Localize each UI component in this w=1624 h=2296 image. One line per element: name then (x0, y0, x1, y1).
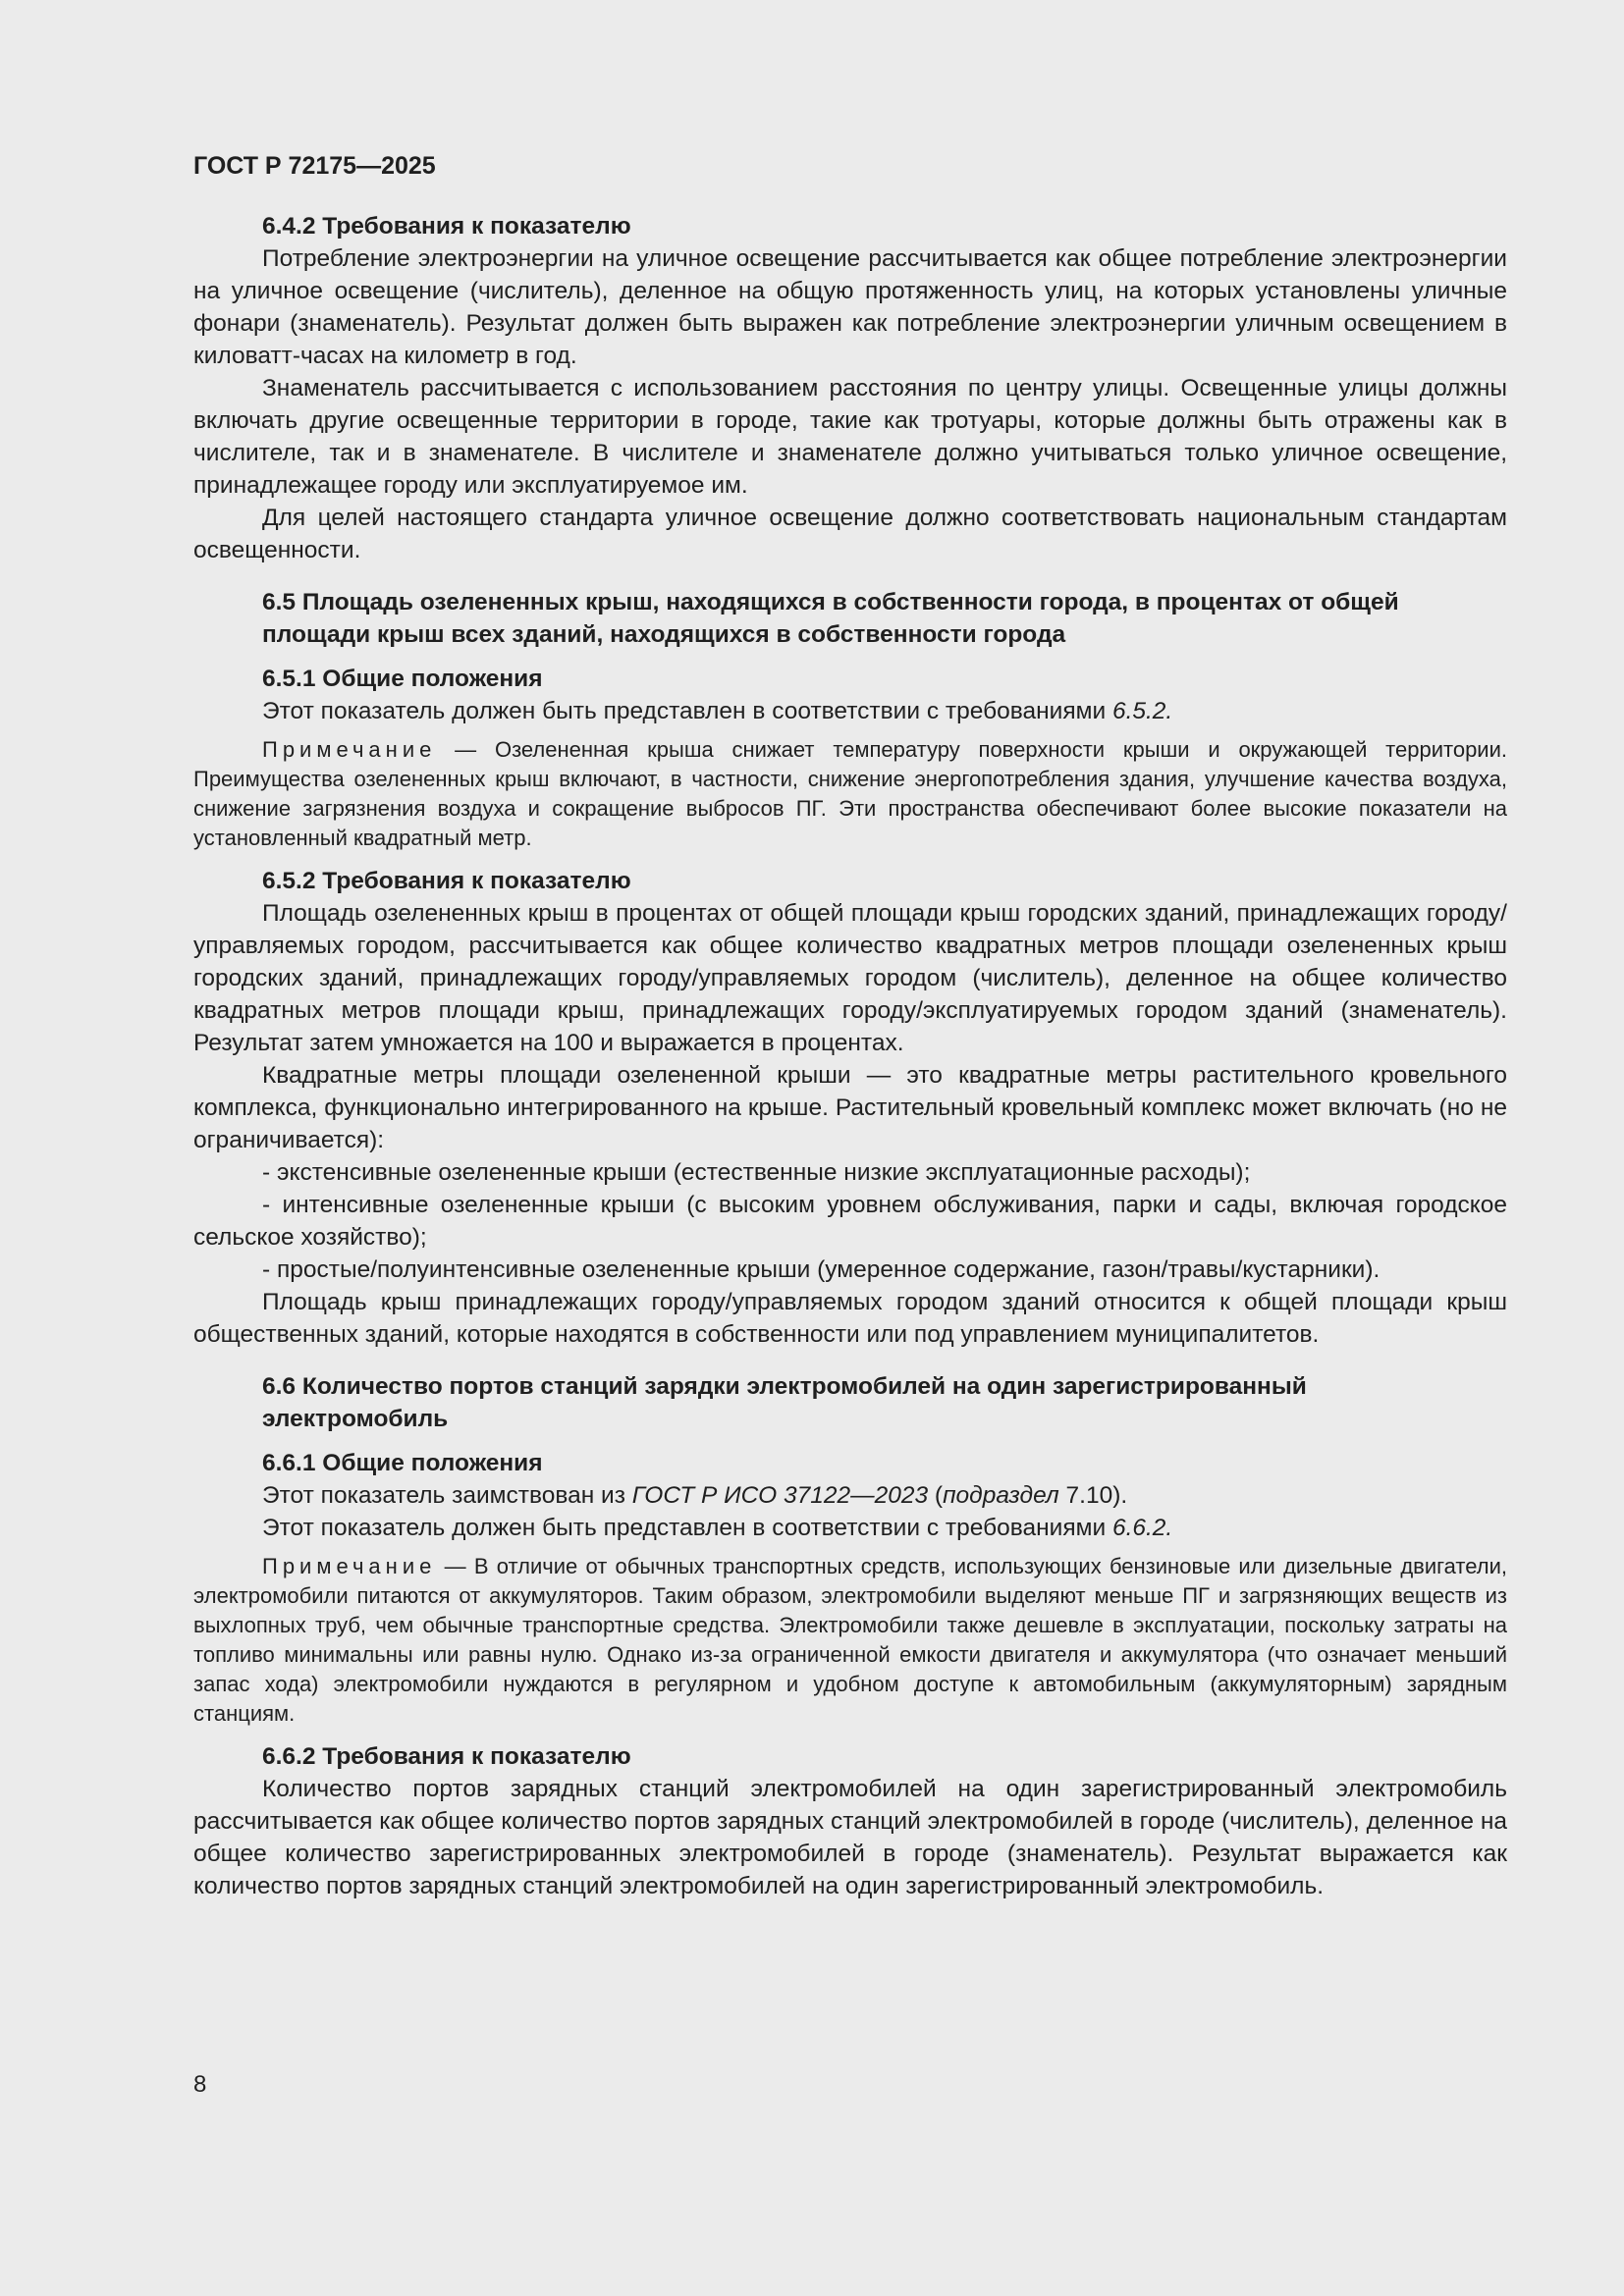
list-item: - интенсивные озелененные крыши (с высоким уровнем обслуживания, парки и сады, включая городское сельское хозяйство); (193, 1192, 1507, 1251)
paragraph: Знаменатель рассчитывается с использованием расстояния по центру улицы. Освещенные улицы должны включать другие освещенные территории в городе, такие как тротуары, которые должны быть отражены как в числителе, так и в знаменателе. В числителе и знаменателе должно учитываться только уличное освещение, принадлежащее городу или эксплуатируемое им. (193, 375, 1507, 499)
section-6-4-2-title: 6.4.2 Требования к показателю (262, 213, 631, 240)
note: Примечание — Озелененная крыша снижает температуру поверхности крыши и окружающей территории. Преимущества озелененных крыш включают, в частности, снижение энергопотребления здания, улучшение качества воздуха, снижение загрязнения воздуха и сокращение выбросов ПГ. Эти пространства обеспечивают более высокие показатели на установленный квадратный метр. (193, 737, 1507, 850)
section-6-6-1-title: 6.6.1 Общие положения (262, 1450, 543, 1476)
paragraph: Количество портов зарядных станций электромобилей на один зарегистрированный электромобиль рассчитывается как общее количество портов зарядных станций электромобилей в городе (числитель), деленное на общее количество зарегистрированных электромобилей в городе (знаменатель). Результат выражается как количество портов зарядных станций электромобилей на один зарегистрированный электромобиль. (193, 1776, 1507, 1899)
standard-reference: ГОСТ Р ИСО 37122—2023 (631, 1482, 929, 1509)
list-item: - экстенсивные озелененные крыши (естественные низкие эксплуатационные расходы); (262, 1159, 1251, 1186)
section-6-6-title: 6.6 Количество портов станций зарядки электромобилей на один зарегистрированный электромобиль (262, 1373, 1307, 1432)
document-page (193, 147, 1507, 1902)
note-label: Примечание (262, 1554, 437, 1578)
paragraph: Квадратные метры площади озелененной крыши — это квадратные метры растительного кровельного комплекса, функционально интегрированного на крыше. Растительный кровельный комплекс может включать (но не ограничивается): (193, 1062, 1507, 1153)
paragraph: Этот показатель должен быть представлен в соответствии с требованиями 6.6.2. (262, 1515, 1173, 1541)
paragraph: Площадь крыш принадлежащих городу/управляемых городом зданий относится к общей площади крыш общественных зданий, которые находятся в собственности или под управлением муниципалитетов. (193, 1289, 1507, 1348)
cross-reference: 6.5.2. (1111, 698, 1173, 724)
paragraph: Этот показатель заимствован из ГОСТ Р ИСО 37122—2023 (подраздел 7.10). (262, 1482, 1128, 1509)
section-6-6-2-title: 6.6.2 Требования к показателю (262, 1743, 631, 1770)
paragraph: Для целей настоящего стандарта уличное освещение должно соответствовать национальным стандартам освещенности. (193, 505, 1507, 563)
paragraph: Этот показатель должен быть представлен в соответствии с требованиями 6.5.2. (262, 698, 1173, 724)
note-label: Примечание (262, 737, 437, 762)
cross-reference: 6.6.2. (1111, 1515, 1173, 1541)
section-6-5-title: 6.5 Площадь озелененных крыш, находящихся в собственности города, в процентах от общей площади крыш всех зданий, находящихся в собственности города (262, 589, 1399, 648)
page-number: 8 (193, 2071, 207, 2098)
document-header: ГОСТ Р 72175—2025 (193, 152, 436, 180)
paragraph: Площадь озелененных крыш в процентах от общей площади крыш городских зданий, принадлежащих городу/управляемых городом, рассчитывается как общее количество квадратных метров площади озелененных крыш городских зданий, принадлежащих городу/управляемых городом (числитель), деленное на общее количество квадратных метров площади крыш, принадлежащих городу/эксплуатируемых городом зданий (знаменатель). Результат затем умножается на 100 и выражается в процентах. (193, 900, 1507, 1056)
list-item: - простые/полуинтенсивные озелененные крыши (умеренное содержание, газон/травы/кустарники). (262, 1256, 1380, 1283)
paragraph: Потребление электроэнергии на уличное освещение рассчитывается как общее потребление электроэнергии на уличное освещение (числитель), деленное на общую протяженность улиц, на которых установлены уличные фонари (знаменатель). Результат должен быть выражен как потребление электроэнергии уличным освещением в киловатт-часах на километр в год. (193, 245, 1507, 369)
note: Примечание — В отличие от обычных транспортных средств, использующих бензиновые или дизельные двигатели, электромобили питаются от аккумуляторов. Таким образом, электромобили выделяют меньше ПГ и загрязняющих веществ из выхлопных труб, чем обычные транспортные средства. Электромобили также дешевле в эксплуатации, поскольку затраты на топливо минимальны или равны нулю. Однако из-за ограниченной емкости двигателя и аккумулятора (что означает меньший запас хода) электромобили нуждаются в регулярном и удобном доступе к автомобильным (аккумуляторным) зарядным станциям. (193, 1554, 1507, 1726)
section-6-5-2-title: 6.5.2 Требования к показателю (262, 868, 631, 894)
section-6-5-1-title: 6.5.1 Общие положения (262, 666, 543, 692)
